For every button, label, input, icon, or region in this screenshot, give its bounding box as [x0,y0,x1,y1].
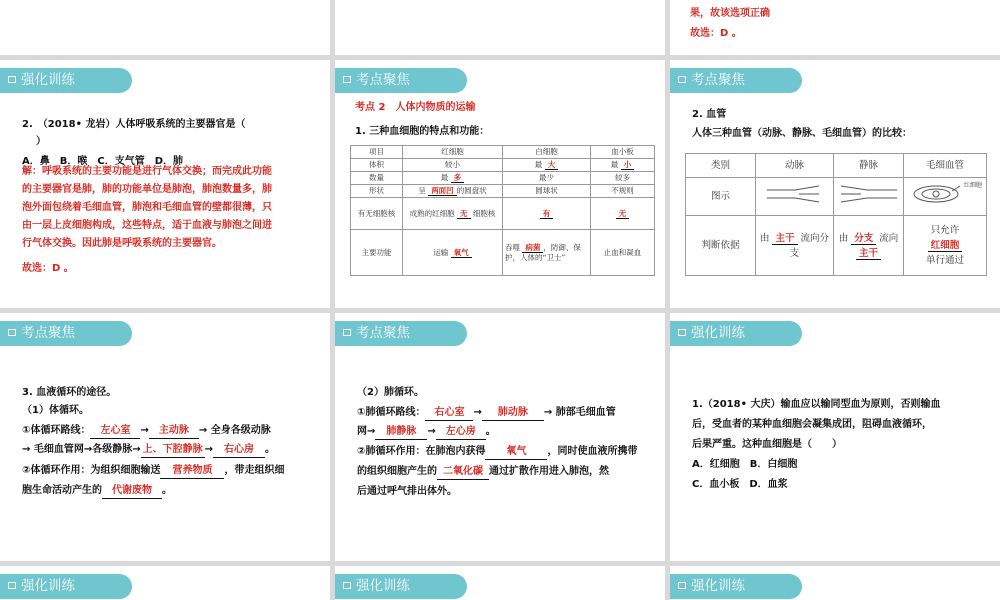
topic-title: 考点 2 人体内物质的运输 [355,102,476,113]
circulation-title: 3. 血液循环的途径。 [22,387,117,398]
question-text: 后果严重。这种血细胞是（ ） [692,439,842,450]
slide-blood-vessels [670,60,1000,308]
solution-line: 行气体交换。因此肺是呼吸系统的主要器官。 [22,238,222,249]
section-tag: 强化训练 [670,321,802,346]
section-tag: 考点聚焦 [335,321,467,346]
slide-top-left [0,0,330,55]
vein-diagram [834,178,904,216]
section-tag: 强化训练 [0,68,132,93]
systemic-route-line1: ①体循环路线： 左心室 → 主动脉 → 全身各级动脉 [22,421,271,441]
book-icon [343,76,351,83]
book-icon [678,329,686,336]
solution-line: 故选：D 。 [22,263,74,274]
vessel-table: 类别 动脉 静脉 毛细血管 图示 红细胞 判断依据 由 主干 流向分支 由 分支 流向 主干 只允许 红细胞 单行通过 [685,153,987,276]
options: A．鼻 B．喉 C．支气管 D．肺 [22,156,184,167]
topic-subtitle: 1. 三种血细胞的特点和功能： [355,126,490,137]
pulmonary-route-line1: ①肺循环路线： 右心室 → 肺动脉 → 肺部毛细血管 [357,403,616,423]
book-icon [343,582,351,589]
vessel-title: 2. 血管 [692,109,727,120]
slide-top-middle [335,0,665,55]
book-icon [8,329,16,336]
book-icon [678,76,686,83]
solution-line: 由一层上皮细胞构成，这些特点，适于血液与肺泡之间进 [22,220,272,231]
book-icon [678,582,686,589]
pulmonary-route-line2: 网→ 肺静脉 → 左心房 。 [357,422,496,442]
options: A．红细胞 B．白细胞 [692,459,798,470]
section-tag: 强化训练 [670,574,802,599]
book-icon [8,76,16,83]
capillary-label: 红细胞 [963,182,982,189]
section-tag: 考点聚焦 [0,321,132,346]
slide-transfusion-question [670,313,1000,561]
capillary-diagram [904,178,987,216]
slide-bottom-right [670,566,1000,600]
systemic-function-line1: ②体循环作用：为组织细胞输送 营养物质 ，带走组织细 [22,461,284,481]
systemic-route-line2: → 毛细血管网→各级静脉→ 上、下腔静脉 → 右心房 。 [22,440,275,460]
question-text: 后，受血者的某种血细胞会凝集成团，阻碍血液循环， [692,419,932,430]
vessel-subtitle: 人体三种血管（动脉、静脉、毛细血管）的比较： [692,128,912,139]
section-tag: 考点聚焦 [335,68,467,93]
pulmonary-function-line3: 后通过呼气排出体外。 [357,486,457,497]
question-text-end: ） [36,136,46,147]
slide-bottom-left [0,566,330,600]
question-text: 2. （2018• 龙岩）人体呼吸系统的主要器官是（ [22,119,246,130]
systemic-function-line2: 胞生命活动产生的 代谢废物 。 [22,481,172,501]
question-text: 1.（2018• 大庆）输血应以输同型血为原则，否则输血 [692,399,941,410]
answer-choice: 故选：D 。 [690,28,742,39]
pulmonary-function-line2: 的组织细胞产生的 二氧化碳 通过扩散作用进入肺泡，然 [357,462,609,482]
section-tag: 强化训练 [335,574,467,599]
slide-blood-cells [335,60,665,308]
solution-line: 解：呼吸系统的主要功能是进行气体交换；而完成此功能 [22,166,272,177]
slide-pulmonary-circulation [335,313,665,561]
artery-diagram [756,178,834,216]
slide-respiratory-question [0,60,330,308]
book-icon [343,329,351,336]
solution-line: 的主要器官是肺，肺的功能单位是肺泡，肺泡数量多，肺 [22,184,272,195]
slide-bottom-middle [335,566,665,600]
blood-cell-table: 项目 红细胞 白细胞 血小板 体积 较小 最 大 最 小 数量 最 多 最少 较多 形状 呈 两面凹 的圆盘状 圆球状 不规则 有无细胞核 成熟的红细胞 无 细胞核 有 无 主要功能 运输 氧气 吞噬 病菌 ，防御、保护，人体的“卫士” 止血和凝血 [350,145,655,276]
pulmonary-function-line1: ②肺循环作用：在肺泡内获得 氧气 ，同时使血液所携带 [357,442,637,462]
slide-top-right [670,0,1000,55]
book-icon [8,582,16,589]
pulmonary-title: （2）肺循环。 [357,387,424,398]
section-tag: 考点聚焦 [670,68,802,93]
answer-text: 果，故该选项正确 [690,8,770,19]
options: C．血小板 D．血浆 [692,479,788,490]
section-tag: 强化训练 [0,574,132,599]
systemic-title: （1）体循环。 [22,405,89,416]
slide-systemic-circulation [0,313,330,561]
solution-line: 泡外面包绕着毛细血管，肺泡和毛细血管的壁都很薄，只 [22,202,272,213]
